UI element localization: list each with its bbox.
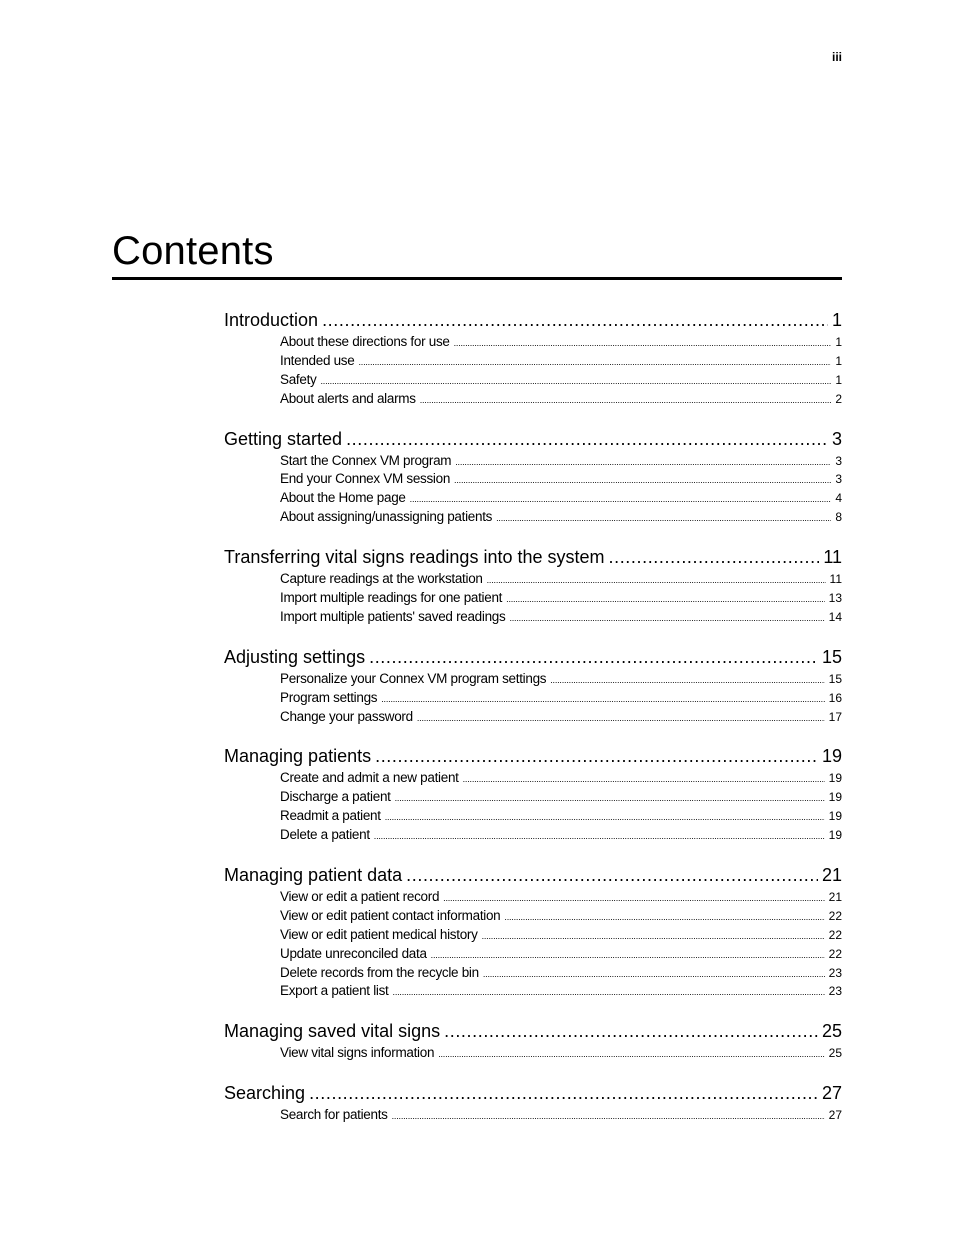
toc-entry-title: Intended use [280,352,355,368]
dot-leader [506,590,825,608]
toc-section [224,426,842,528]
dot-leader [496,509,831,527]
toc-chapter-title: Introduction [224,310,319,330]
toc-entry-title: Change your password [280,708,413,724]
toc-entry[interactable] [280,390,842,409]
toc-chapter-page: 25 [821,1021,842,1042]
toc-entry-title: End your Connex VM session [280,471,451,487]
toc-entry[interactable] [280,1106,842,1125]
toc-entry-title: View or edit patient medical history [280,926,478,942]
toc-entry-title: About assigning/unassigning patients [280,509,493,525]
dot-leader [392,1107,825,1125]
toc-entry-title: About these directions for use [280,334,450,349]
toc-chapter-title: Getting started [224,428,343,449]
toc-entry-title: Start the Connex VM program [280,452,452,468]
toc-entry-title: Import multiple patients' saved readings [280,608,506,624]
toc-entry[interactable] [280,1044,842,1063]
toc-chapter-page: 27 [821,1083,842,1104]
toc-entry-page: 17 [828,709,842,724]
dot-leader [431,946,825,964]
toc-entry-page: 3 [835,472,842,487]
toc-entry-page: 25 [828,1046,842,1061]
toc-entry[interactable] [280,570,842,589]
dot-leader [454,471,831,489]
toc-entry[interactable] [280,333,842,352]
toc-section [224,1018,842,1063]
toc-entry-title: Program settings [280,689,378,705]
dot-leader [550,671,824,689]
toc-entry-page: 19 [828,809,842,824]
toc-section [224,743,842,845]
toc-entry[interactable] [280,788,842,807]
toc-entry-title: Capture readings at the workstation [280,571,483,587]
dot-leader [455,453,831,471]
dot-leader [444,1018,818,1044]
toc-entry-title: Create and admit a new patient [280,770,459,786]
toc-section [224,1080,842,1125]
toc-entry[interactable] [280,708,842,727]
toc-entry[interactable] [280,888,842,907]
toc-entry-title: View or edit patient contact information [280,907,501,923]
toc-entry[interactable] [280,964,842,983]
toc-chapter-entry[interactable] [224,743,842,769]
title-rule [112,277,842,280]
toc-entry[interactable] [280,982,842,1001]
toc-chapter-entry[interactable] [224,307,842,333]
toc-entry-page: 15 [828,671,842,686]
toc-chapter-page: 19 [821,746,842,767]
toc-entry-page: 11 [829,572,842,587]
dot-leader [482,927,825,945]
toc-section [224,307,842,409]
dot-leader [395,789,825,807]
toc-chapter-entry[interactable] [224,644,842,670]
dot-leader [375,743,818,769]
dot-leader [346,426,828,452]
toc-section [224,862,842,1001]
toc-entry[interactable] [280,907,842,926]
toc-entry[interactable] [280,470,842,489]
toc-entry-page: 1 [835,372,842,387]
toc-entry-page: 14 [828,609,842,624]
toc-chapter-entry[interactable] [224,426,842,452]
toc-entry-page: 22 [828,946,842,961]
dot-leader [385,808,825,826]
dot-leader [309,1080,818,1106]
dot-leader [443,889,824,907]
toc-chapter-entry[interactable] [224,1018,842,1044]
toc-chapter-title: Transferring vital signs readings into the system [224,547,605,568]
dot-leader [393,983,825,1001]
dot-leader [369,644,818,670]
dot-leader [320,372,831,390]
dot-leader [381,690,824,708]
dot-leader [322,307,828,333]
toc-entry[interactable] [280,769,842,788]
dot-leader [463,770,825,788]
toc-entry[interactable] [280,689,842,708]
page-number: iii [831,50,842,64]
dot-leader [504,908,824,926]
toc-entry[interactable] [280,508,842,527]
table-of-contents [224,307,842,1142]
toc-chapter-page: 3 [831,428,842,449]
toc-entry-page: 16 [828,690,842,705]
toc-entry-title: Discharge a patient [280,789,391,805]
toc-entry[interactable] [280,826,842,845]
toc-chapter-page: 1 [831,310,842,330]
toc-entry-page: 8 [835,510,842,525]
dot-leader [509,609,824,627]
toc-entry-page: 22 [828,908,842,923]
toc-entry-title: Safety [280,371,317,387]
toc-entry[interactable] [280,945,842,964]
toc-entry-page: 23 [828,984,842,999]
toc-entry[interactable] [280,807,842,826]
toc-entry[interactable] [280,452,842,471]
toc-entry[interactable] [280,608,842,627]
toc-chapter-title: Managing saved vital signs [224,1021,441,1042]
toc-entry-title: About the Home page [280,490,406,506]
toc-entry-title: View or edit a patient record [280,889,440,905]
toc-entry-title: Search for patients [280,1107,388,1123]
toc-entry-page: 19 [828,790,842,805]
toc-chapter-entry[interactable] [224,544,842,570]
toc-entry-title: Import multiple readings for one patient [280,590,503,606]
toc-entry-title: About alerts and alarms [280,390,416,406]
dot-leader [358,353,831,371]
dot-leader [410,490,832,508]
toc-entry-title: Update unreconciled data [280,945,427,961]
toc-entry[interactable] [280,371,842,390]
dot-leader [609,544,820,570]
toc-entry-title: Personalize your Connex VM program settings [280,670,547,686]
dot-leader [406,862,818,888]
toc-entry-page: 2 [835,391,842,406]
toc-chapter-title: Managing patient data [224,865,403,886]
toc-entry[interactable] [280,926,842,945]
toc-chapter-page: 11 [823,547,842,568]
toc-entry[interactable] [280,589,842,608]
dot-leader [417,709,825,727]
toc-entry-page: 23 [828,965,842,980]
toc-chapter-title: Managing patients [224,746,372,767]
dot-leader [454,334,832,352]
toc-section [224,544,842,627]
toc-entry[interactable] [280,352,842,371]
toc-section [224,644,842,727]
toc-chapter-title: Searching [224,1083,306,1104]
page-title: Contents [112,229,274,273]
toc-chapter-page: 15 [821,646,842,667]
toc-entry-title: Delete a patient [280,827,370,843]
dot-leader [438,1045,824,1063]
toc-entry-page: 1 [835,353,842,368]
toc-entry-page: 21 [828,890,842,905]
toc-entry-page: 4 [835,491,842,506]
dot-leader [483,965,825,983]
toc-entry-page: 27 [828,1108,842,1123]
toc-entry-page: 19 [828,828,842,843]
toc-entry-page: 13 [828,591,842,606]
toc-entry[interactable] [280,670,842,689]
toc-entry-page: 3 [835,453,842,468]
toc-entry-page: 1 [835,335,842,349]
toc-entry-title: View vital signs information [280,1045,435,1061]
toc-chapter-title: Adjusting settings [224,646,366,667]
toc-chapter-page: 21 [821,865,842,886]
dot-leader [374,827,825,845]
toc-chapter-entry[interactable] [224,1080,842,1106]
toc-entry-title: Export a patient list [280,983,389,999]
toc-entry-page: 19 [828,771,842,786]
toc-entry-page: 22 [828,927,842,942]
toc-entry-title: Delete records from the recycle bin [280,964,479,980]
dot-leader [487,571,826,589]
dot-leader [420,391,832,409]
toc-chapter-entry[interactable] [224,862,842,888]
toc-entry-title: Readmit a patient [280,808,381,824]
toc-entry[interactable] [280,489,842,508]
